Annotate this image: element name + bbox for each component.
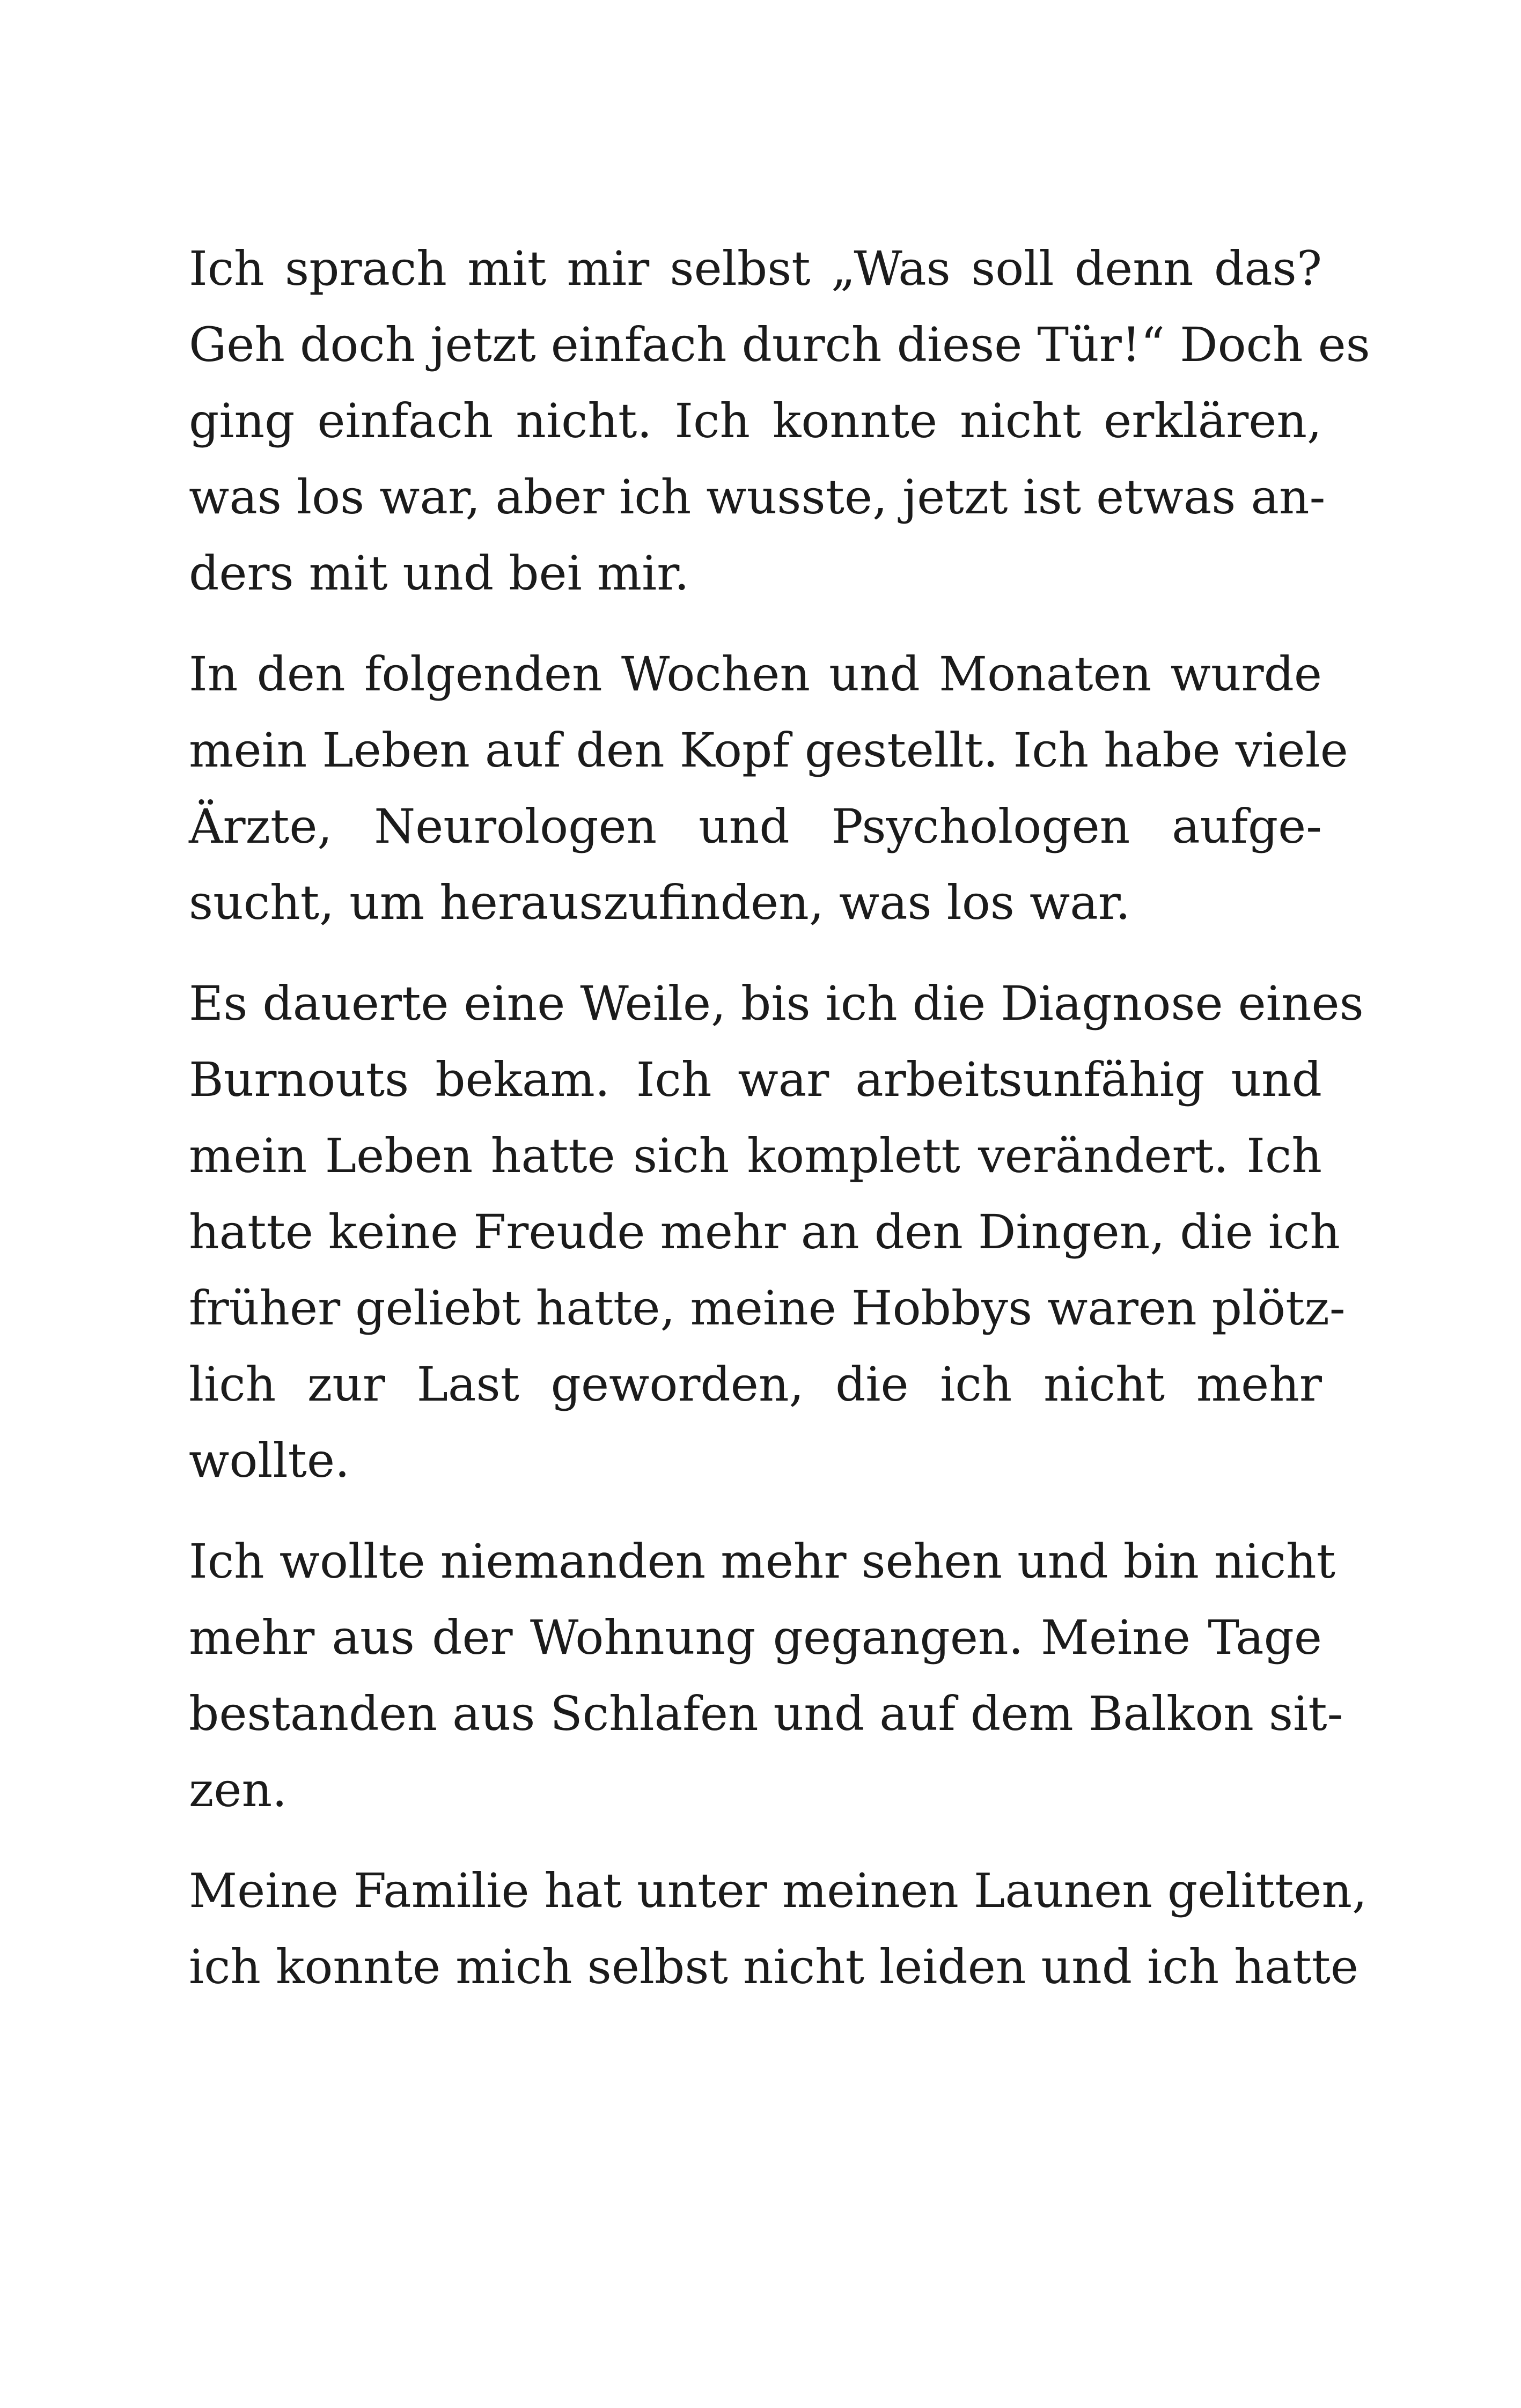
text-line: Ich wollte niemanden mehr sehen und bin nicht [189,1534,1336,1589]
text-line: sucht, um herauszufinden, was los war. [189,875,1131,930]
text-line: ging einfach nicht. Ich konnte nicht erklären, [189,393,1322,448]
text-line: mehr aus der Wohnung gegangen. Meine Tage [189,1610,1322,1665]
paragraph-3 [189,966,1364,1499]
text-line: mein Leben hatte sich komplett verändert. Ich [189,1128,1322,1183]
text-line: ich konnte mich selbst nicht leiden und ich hatte [189,1939,1359,1994]
text-line: Es dauerte eine Weile, bis ich die Diagnose eines [189,976,1364,1031]
text-line: zen. [189,1762,288,1817]
text-line: In den folgenden Wochen und Monaten wurde [189,646,1322,702]
text-line: Geh doch jetzt einfach durch diese Tür!“ Doch es [189,317,1370,372]
paragraph-5 [189,1853,1368,2005]
text-line: mein Leben auf den Kopf gestellt. Ich habe viele [189,723,1348,778]
text-line: Ärzte, Neurologen und Psychologen aufge- [189,799,1322,854]
text-line: ders mit und bei mir. [189,546,689,601]
text-line: Burnouts bekam. Ich war arbeitsunfähig und [189,1052,1322,1107]
text-line: wollte. [189,1433,350,1488]
text-line: hatte keine Freude mehr an den Dingen, die ich [189,1204,1340,1260]
text-line: Ich sprach mit mir selbst „Was soll denn das? [189,241,1322,296]
body-text [189,231,1370,2030]
text-line: was los war, aber ich wusste, jetzt ist etwas an- [189,469,1326,525]
paragraph-4 [189,1523,1343,1828]
paragraph-1 [189,231,1370,612]
text-line: bestanden aus Schlafen und auf dem Balkon sit- [189,1686,1343,1741]
text-line: lich zur Last geworden, die ich nicht mehr [189,1357,1322,1412]
paragraph-2 [189,636,1348,941]
text-line: früher geliebt hatte, meine Hobbys waren plötz- [189,1280,1346,1336]
text-line: Meine Familie hat unter meinen Launen gelitten, [189,1863,1368,1918]
